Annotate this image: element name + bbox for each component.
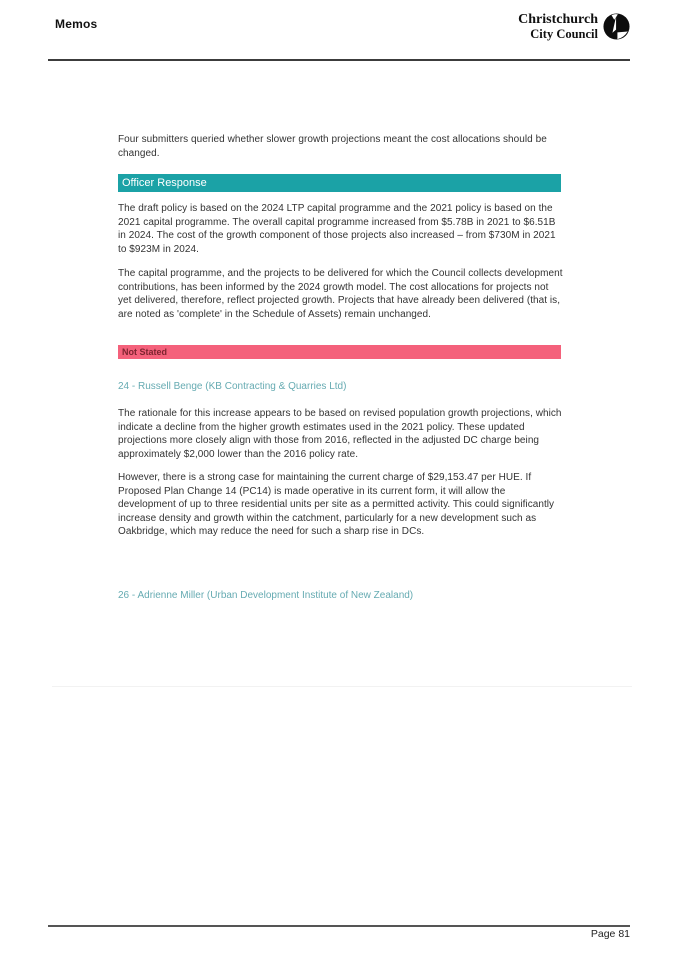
faint-section-divider: [52, 686, 632, 687]
officer-response-paragraph-1: The draft policy is based on the 2024 LTP capital programme and the 2021 policy is based on the 2021 capital programme. The overall capital programme increased from $5.78B in 2021 to $6.51B in 2024. The cost of the growth component of those projects also increased – from $730M in 2021 to $923M in 2024.: [118, 203, 556, 255]
intro-paragraph: Four submitters queried whether slower growth projections meant the cost allocations should be changed.: [118, 134, 547, 159]
submission-paragraph-1: The rationale for this increase appears to be based on revised population growth projections, which indicate a decline from the higher growth estimates used in the 2021 policy. These updated projections more closely align with those from 2016, reflected in the adjusted DC charge being approximately $2,000 lower than the 2016 policy rate.: [118, 408, 562, 460]
officer-response-banner: Officer Response: [118, 174, 561, 192]
page-title: Memos: [55, 17, 98, 31]
council-logo-line1: Christchurch: [518, 12, 598, 27]
submission-link-26-adrienne-miller[interactable]: 26 - Adrienne Miller (Urban Development Institute of New Zealand): [118, 590, 414, 601]
officer-response-paragraph-2: The capital programme, and the projects to be delivered for which the Council collects development contributions, has been informed by the 2024 growth model. The cost allocations for projects not yet delivered, therefore, reflect projected growth. Projects that have already been delivered (that is, are noted as 'complete' in the Schedule of Assets) remain unchanged.: [118, 268, 563, 320]
not-stated-banner: Not Stated: [118, 345, 561, 359]
header-divider-line: [48, 59, 630, 61]
council-logo: [518, 13, 630, 41]
council-logo-icon: [603, 13, 630, 40]
submission-paragraph-2: However, there is a strong case for maintaining the current charge of $29,153.47 per HUE. If Proposed Plan Change 14 (PC14) is made operative in its current form, it will allow the development of up to three residential units per site as a permitted activity. This could significantly increase density and growth within the catchment, particularly for a new development such as Oakbridge, which may reduce the need for such a sharp rise in DCs.: [118, 472, 555, 538]
page-number: Page 81: [590, 928, 630, 940]
footer-divider-line: [48, 925, 630, 927]
council-logo-line2: City Council: [530, 26, 598, 41]
submission-link-24-russell-benge[interactable]: 24 - Russell Benge (KB Contracting & Quarries Ltd): [118, 381, 347, 392]
council-logo-text: [518, 13, 598, 41]
